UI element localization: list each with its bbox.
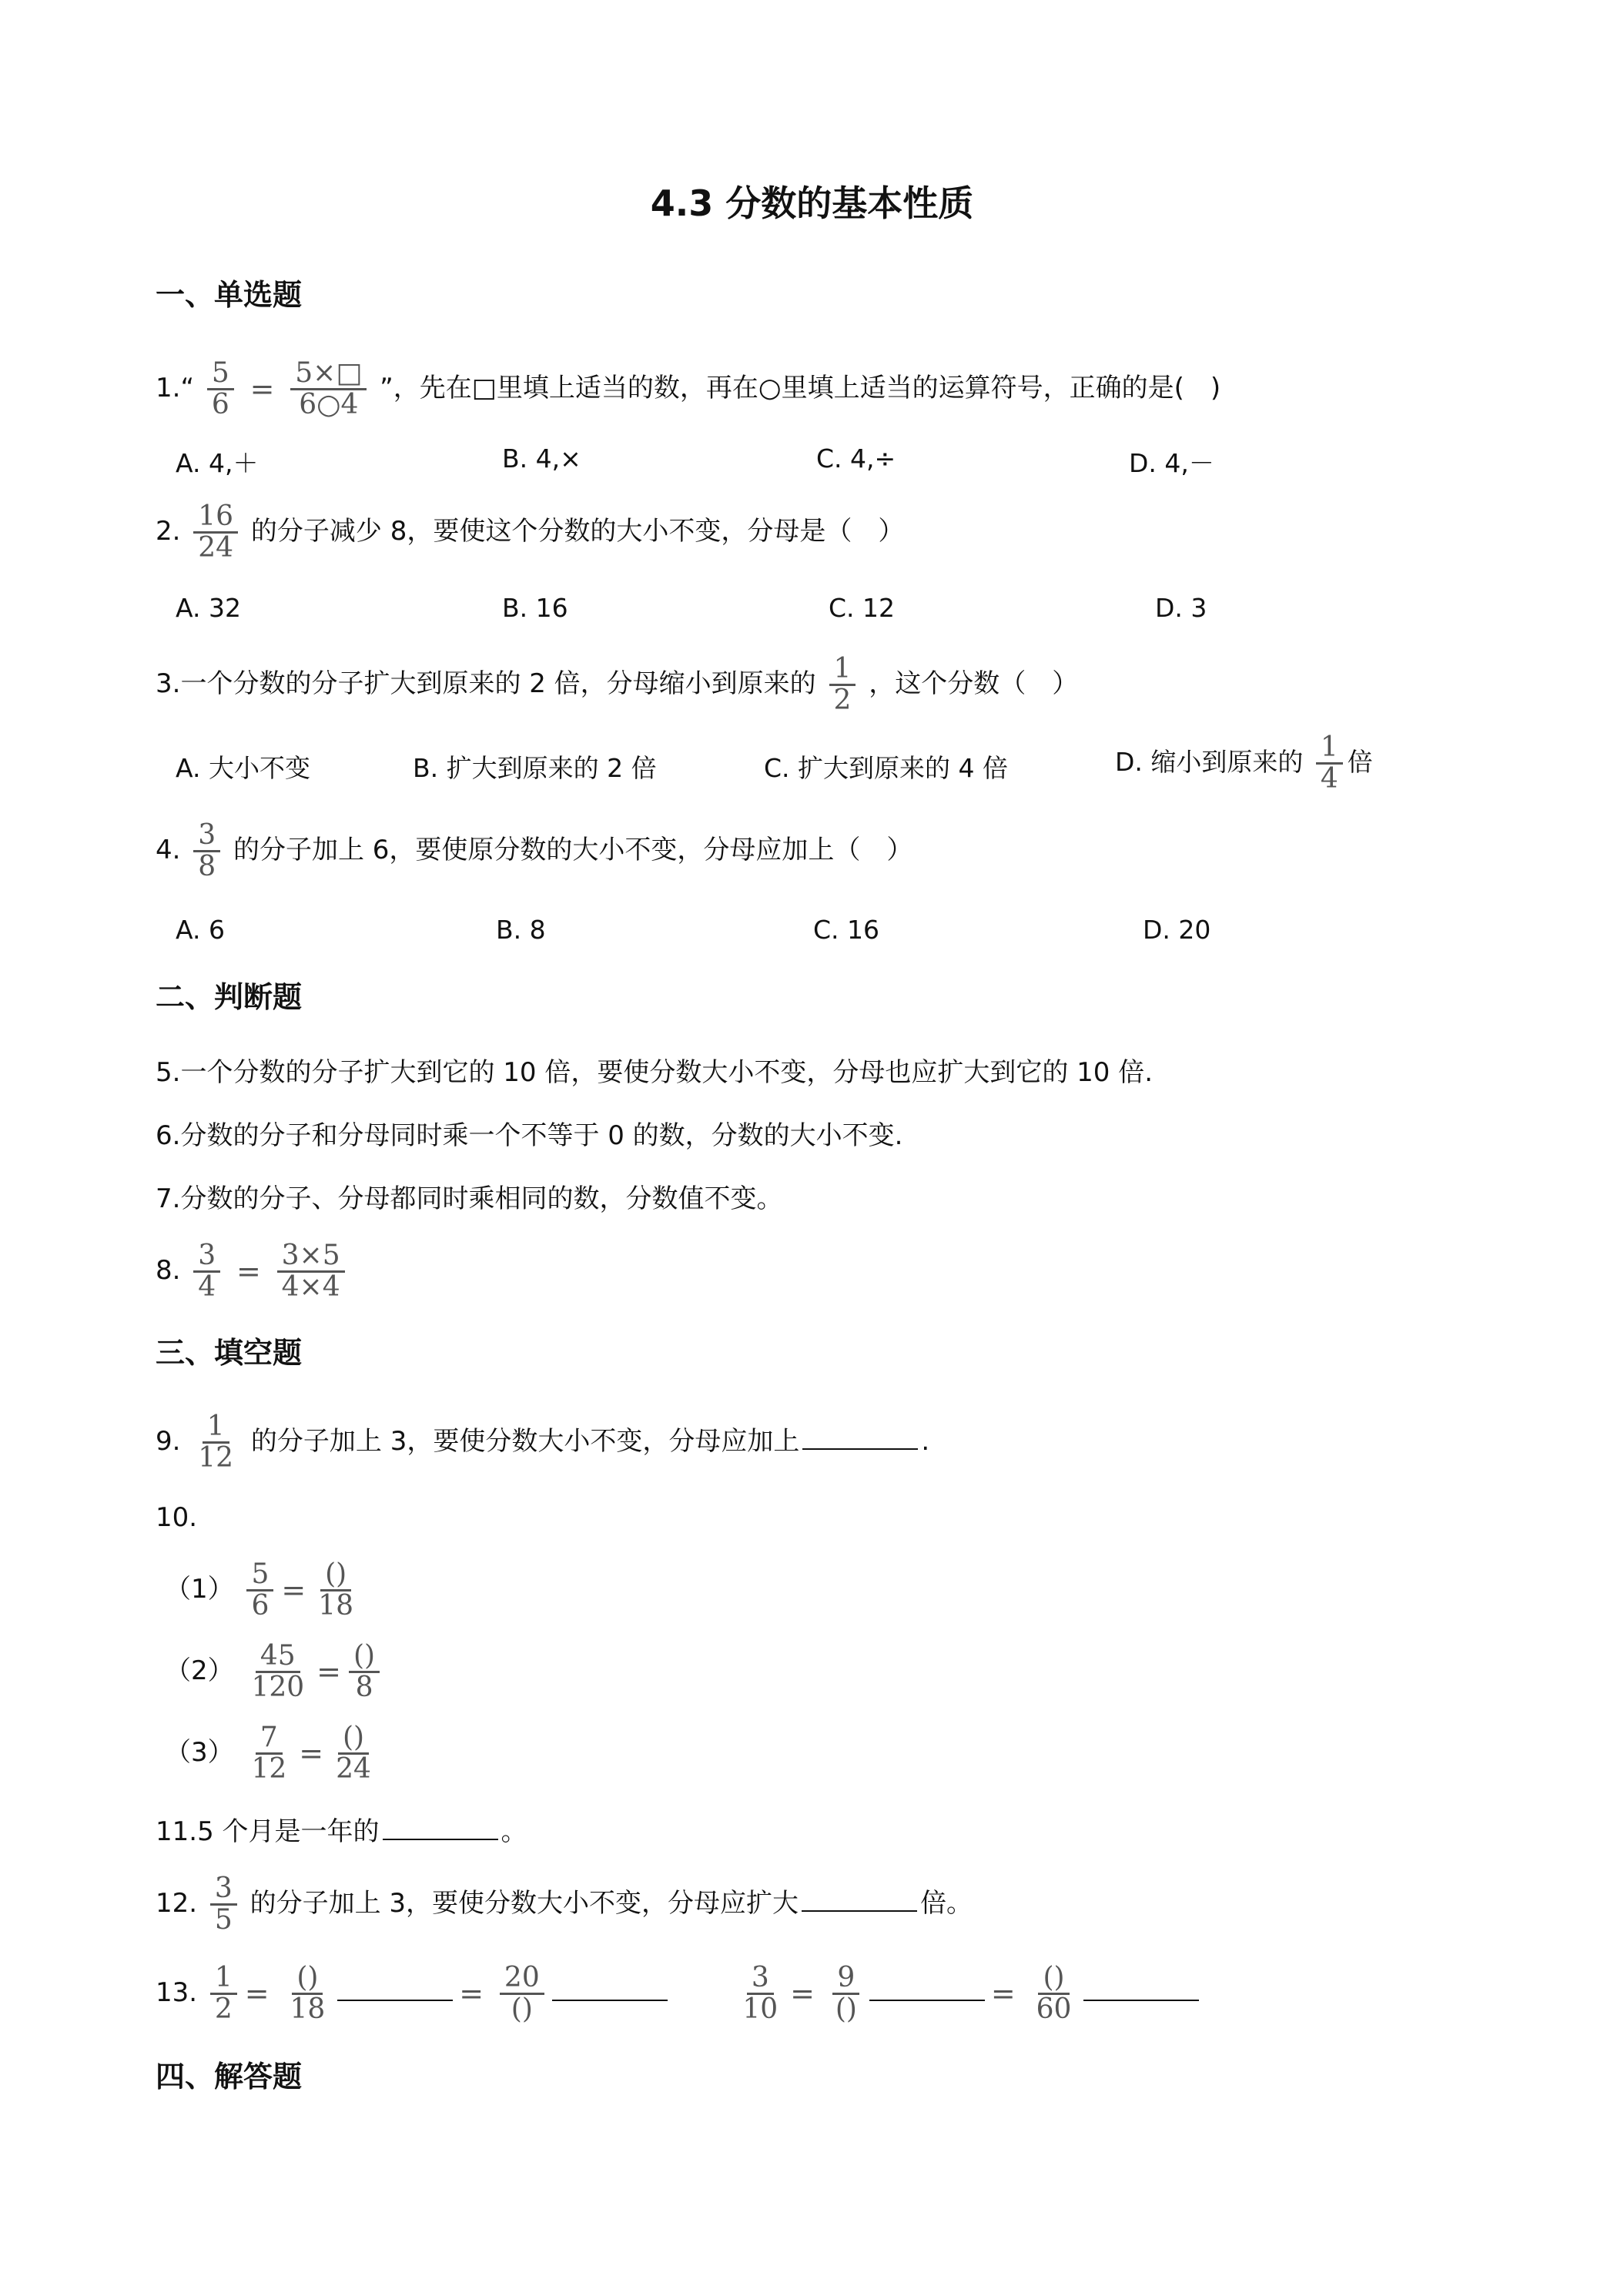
question-1: 1.“ $\frac{5}{6}$ = $\frac{5\times□}{6○4}$ ”，先在□里填上适当的数，再在○里填上适当的运算符号，正确的是( ) [156, 357, 1221, 420]
question-11: 11.5 个月是一年的 。 [156, 1816, 527, 1847]
answer-blank[interactable] [802, 1909, 917, 1912]
option-b[interactable]: B. 8 [496, 915, 546, 945]
fraction: $\frac{20}{()}$ [500, 1963, 544, 2024]
option-d[interactable]: D. 20 [1143, 915, 1211, 945]
option-a[interactable]: A. 6 [176, 915, 225, 945]
fraction: $\frac{16}{24}$ [193, 502, 238, 563]
answer-blank[interactable] [1083, 1999, 1199, 2001]
fraction: $\frac{5}{6}$ [246, 1560, 273, 1621]
question-number: 12. [156, 1887, 198, 1919]
option-a[interactable]: A. 4,＋ [176, 448, 259, 478]
question-number: 13. [156, 1976, 198, 2008]
fraction: $\frac{5}{6}$ [207, 359, 234, 420]
question-2 [156, 502, 904, 563]
question-text-end: ，这个分数（ ） [869, 668, 1079, 699]
question-7: 7.分数的分子、分母都同时乘相同的数，分数值不变。 [156, 1183, 783, 1214]
question-13: 13. $\frac{1}{2}$ = $\frac{()}{18}$ = $\frac{20}{()}$ $\frac{3}{10}$ = $\frac{9}{()}$ = $\frac{()}{60}$ [156, 1963, 1202, 2024]
question-number: 4. [156, 834, 181, 865]
option-b[interactable]: B. 16 [502, 593, 568, 623]
answer-blank[interactable] [802, 1448, 918, 1450]
fraction: $\frac{1}{2}$ [210, 1963, 237, 2024]
option-d[interactable]: D. 缩小到原来的 $\frac{1}{4}$ 倍 [1115, 731, 1373, 795]
fraction: $\frac{1}{2}$ [829, 654, 856, 715]
option-c[interactable]: C. 12 [829, 593, 896, 623]
fraction: $\frac{5\times□}{6○4}$ [290, 359, 367, 420]
answer-blank[interactable] [383, 1838, 498, 1840]
question-text: 的分子加上 6，要使原分数的大小不变，分母应加上（ ） [233, 834, 913, 865]
answer-fraction[interactable]: $\frac{()}{8}$ [349, 1642, 380, 1702]
fraction: $\frac{9}{()}$ [831, 1963, 862, 2024]
question-text: 11.5 个月是一年的 [156, 1816, 380, 1847]
question-text: ”，先在□里填上适当的数，再在○里填上适当的运算符号，正确的是( ) [380, 372, 1221, 403]
section-heading-single-choice: 一、单选题 [156, 278, 303, 312]
question-number: 1. [156, 372, 181, 403]
option-d[interactable]: D. 4,－ [1129, 448, 1214, 478]
question-3 [156, 654, 1078, 715]
question-text: 的分子减少 8，要使这个分数的大小不变，分母是（ ） [250, 515, 905, 547]
option-a[interactable]: A. 大小不变 [176, 753, 310, 783]
answer-fraction[interactable]: $\frac{()}{18}$ [318, 1558, 354, 1622]
question-10: 10. [156, 1502, 198, 1533]
question-number: 8. [156, 1254, 181, 1286]
section-heading-true-false: 二、判断题 [156, 980, 303, 1014]
question-5: 5.一个分数的分子扩大到它的 10 倍，要使分数大小不变，分母也应扩大到它的 10 倍. [156, 1057, 1154, 1088]
answer-fraction[interactable]: $\frac{()}{24}$ [336, 1722, 371, 1785]
fraction: $\frac{3}{10}$ [742, 1962, 779, 2025]
question-6: 6.分数的分子和分母同时乘一个不等于 0 的数，分数的大小不变. [156, 1120, 903, 1151]
question-text: 3.一个分数的分子扩大到原来的 2 倍，分母缩小到原来的 [156, 668, 816, 699]
option-b[interactable]: B. 扩大到原来的 2 倍 [413, 753, 657, 783]
page-title: 4.3 分数的基本性质 [650, 182, 974, 224]
question-8: 8. $\frac{3}{4}$ = $\frac{3\times 5}{4\times 4}$ [156, 1241, 350, 1302]
question-10-item-1: （1） $\frac{5}{6}$ = $\frac{()}{18}$ [165, 1560, 363, 1621]
option-d[interactable]: D. 3 [1155, 593, 1207, 623]
question-10-item-2: （2） $\frac{45}{120}$ = $\frac{()}{8}$ [165, 1642, 384, 1702]
section-heading-fill-in: 三、填空题 [156, 1336, 303, 1370]
fraction: $\frac{3}{5}$ [210, 1874, 237, 1935]
fraction: $\frac{3\times 5}{4\times 4}$ [277, 1241, 345, 1302]
question-10-item-3: （3） $\frac{7}{12}$ = $\frac{()}{24}$ [165, 1723, 380, 1784]
fraction: $\frac{()}{18}$ [290, 1962, 326, 2025]
option-c[interactable]: C. 4,÷ [816, 443, 896, 474]
fraction: $\frac{1}{4}$ [1316, 733, 1343, 794]
question-9: 9. $\frac{1}{12}$ 的分子加上 3，要使分数大小不变，分母应加上 . [156, 1411, 930, 1474]
fraction: $\frac{3}{4}$ [193, 1241, 220, 1302]
option-a[interactable]: A. 32 [176, 593, 241, 623]
question-text: 的分子加上 3，要使分数大小不变，分母应加上 [250, 1425, 800, 1457]
option-b[interactable]: B. 4,× [502, 443, 581, 474]
question-number: 2. [156, 515, 181, 547]
question-12: 12. $\frac{3}{5}$ 的分子加上 3，要使分数大小不变，分母应扩大 倍。 [156, 1873, 973, 1936]
answer-blank[interactable] [337, 1999, 453, 2001]
question-text: 的分子加上 3，要使分数大小不变，分母应扩大 [249, 1887, 799, 1919]
option-c[interactable]: C. 16 [813, 915, 880, 945]
section-heading-solve: 四、解答题 [156, 2060, 303, 2094]
fraction: $\frac{3}{8}$ [193, 821, 220, 882]
fraction: $\frac{7}{12}$ [251, 1722, 287, 1785]
fraction: $\frac{45}{120}$ [251, 1640, 305, 1703]
option-c[interactable]: C. 扩大到原来的 4 倍 [764, 753, 1008, 783]
answer-blank[interactable] [869, 1999, 985, 2001]
question-4 [156, 821, 912, 882]
fraction: $\frac{1}{12}$ [198, 1411, 234, 1474]
fraction: $\frac{()}{60}$ [1036, 1962, 1072, 2025]
answer-blank[interactable] [552, 1999, 668, 2001]
question-number: 9. [156, 1425, 181, 1457]
